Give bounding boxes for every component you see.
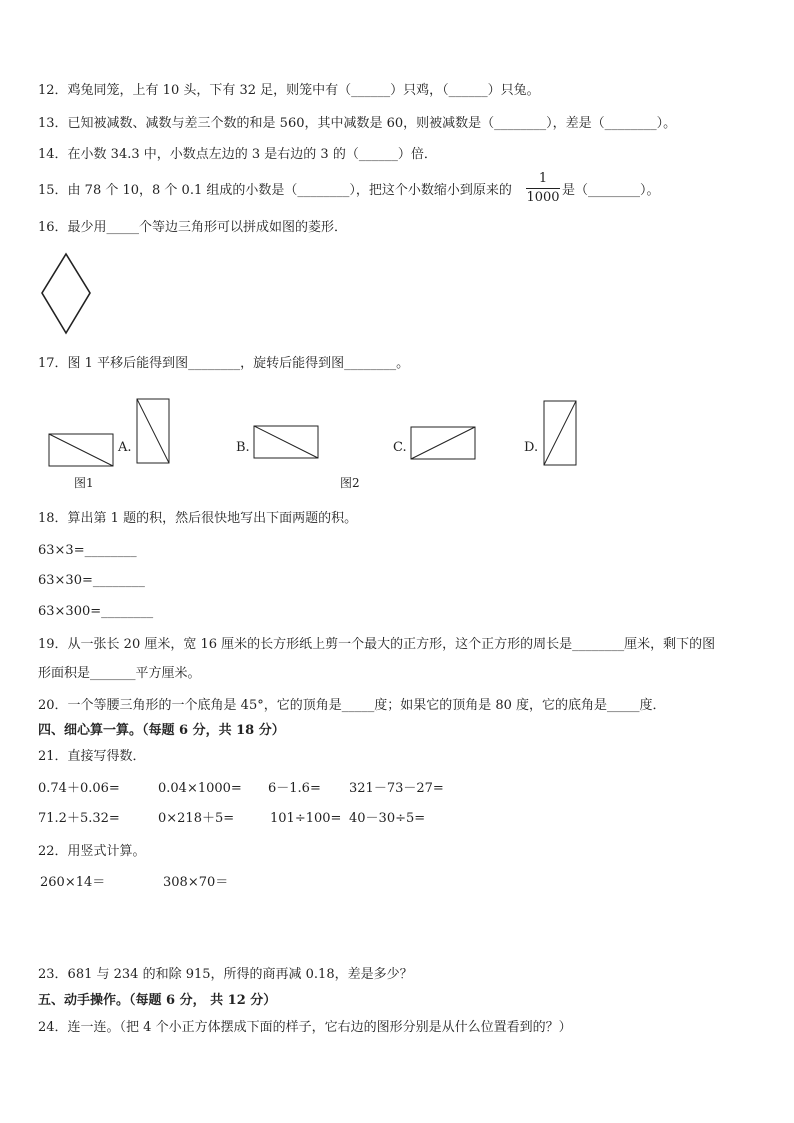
- question-22: 22．用竖式计算。: [38, 844, 146, 859]
- figure-1-diagonal: [49, 434, 113, 466]
- q18-item-2: 63×30=________: [38, 573, 145, 588]
- option-b-diagonal: [254, 426, 318, 458]
- q21-r1-c2: 0.04×1000=: [158, 781, 242, 796]
- option-c-diagonal: [411, 427, 475, 459]
- section-4-heading: 四、细心算一算。（每题 6 分，共 18 分）: [38, 723, 285, 738]
- option-c-rectangle: [410, 426, 480, 466]
- fraction-denominator: 1000: [526, 190, 560, 205]
- option-d-label: D.: [524, 440, 539, 455]
- fraction-bar: [526, 188, 560, 189]
- question-12: 12．鸡兔同笼，上有 10 头，下有 32 足，则笼中有（______）只鸡，（______）只兔。: [38, 83, 540, 98]
- question-19-line-1: 19．从一张长 20 厘米，宽 16 厘米的长方形纸上剪一个最大的正方形，这个正方形的周长是________厘米，剩下的图: [38, 637, 716, 652]
- option-c-label: C.: [393, 440, 407, 455]
- option-b-rectangle: [253, 425, 323, 465]
- rhombus-shape: [42, 254, 90, 333]
- question-24: 24．连一连。（把 4 个小正方体摆成下面的样子，它右边的图形分别是从什么位置看到的？）: [38, 1020, 572, 1035]
- section-5-heading: 五、动手操作。（每题 6 分， 共 12 分）: [38, 993, 277, 1008]
- question-16: 16．最少用_____个等边三角形可以拼成如图的菱形．: [38, 220, 348, 235]
- figure-2-label: 图2: [340, 476, 360, 490]
- option-d-diagonal: [544, 401, 576, 465]
- q21-r2-c3: 101÷100=: [270, 811, 342, 826]
- q21-r1-c1: 0.74＋0.06=: [38, 781, 120, 796]
- option-a-rectangle: [136, 398, 176, 468]
- question-18: 18．算出第 1 题的积，然后很快地写出下面两题的积。: [38, 511, 358, 526]
- question-20: 20．一个等腰三角形的一个底角是 45°，它的顶角是_____度；如果它的顶角是 80 度，它的底角是_____度．: [38, 698, 666, 713]
- question-17: 17．图 1 平移后能得到图________，旋转后能得到图________。: [38, 356, 410, 371]
- rhombus-figure: [38, 250, 98, 340]
- option-a-diagonal: [137, 399, 169, 463]
- question-13: 13．已知被减数、减数与差三个数的和是 560，其中减数是 60，则被减数是（________），差是（________）。: [38, 116, 677, 131]
- question-19-line-2: 形面积是_______平方厘米。: [38, 666, 201, 681]
- fraction-numerator: 1: [538, 171, 548, 186]
- question-15-part2: 是（________）。: [562, 183, 660, 198]
- figure-1-rectangle: [48, 433, 118, 473]
- q18-item-1: 63×3=________: [38, 543, 137, 558]
- question-14: 14．在小数 34.3 中，小数点左边的 3 是右边的 3 的（______）倍．: [38, 147, 437, 162]
- q18-item-3: 63×300=________: [38, 604, 154, 619]
- question-23: 23．681 与 234 的和除 915，所得的商再减 0.18，差是多少？: [38, 967, 413, 982]
- option-a-label: A.: [118, 440, 132, 455]
- question-15-part1: 15．由 78 个 10，8 个 0.1 组成的小数是（________），把这个小数缩小到原来的: [38, 183, 512, 198]
- option-b-label: B.: [236, 440, 250, 455]
- q21-r2-c2: 0×218＋5=: [158, 811, 235, 826]
- q21-r2-c4: 40－30÷5=: [349, 811, 426, 826]
- option-d-rectangle: [543, 400, 583, 470]
- q21-r1-c4: 321－73－27=: [349, 781, 444, 796]
- q21-r1-c3: 6－1.6=: [268, 781, 321, 796]
- q22-item-2: 308×70＝: [163, 875, 229, 890]
- q22-item-1: 260×14＝: [40, 875, 106, 890]
- figure-1-label: 图1: [74, 476, 94, 490]
- q21-r2-c1: 71.2＋5.32=: [38, 811, 120, 826]
- question-21: 21．直接写得数．: [38, 749, 146, 764]
- fraction-one-thousandth: [524, 171, 562, 206]
